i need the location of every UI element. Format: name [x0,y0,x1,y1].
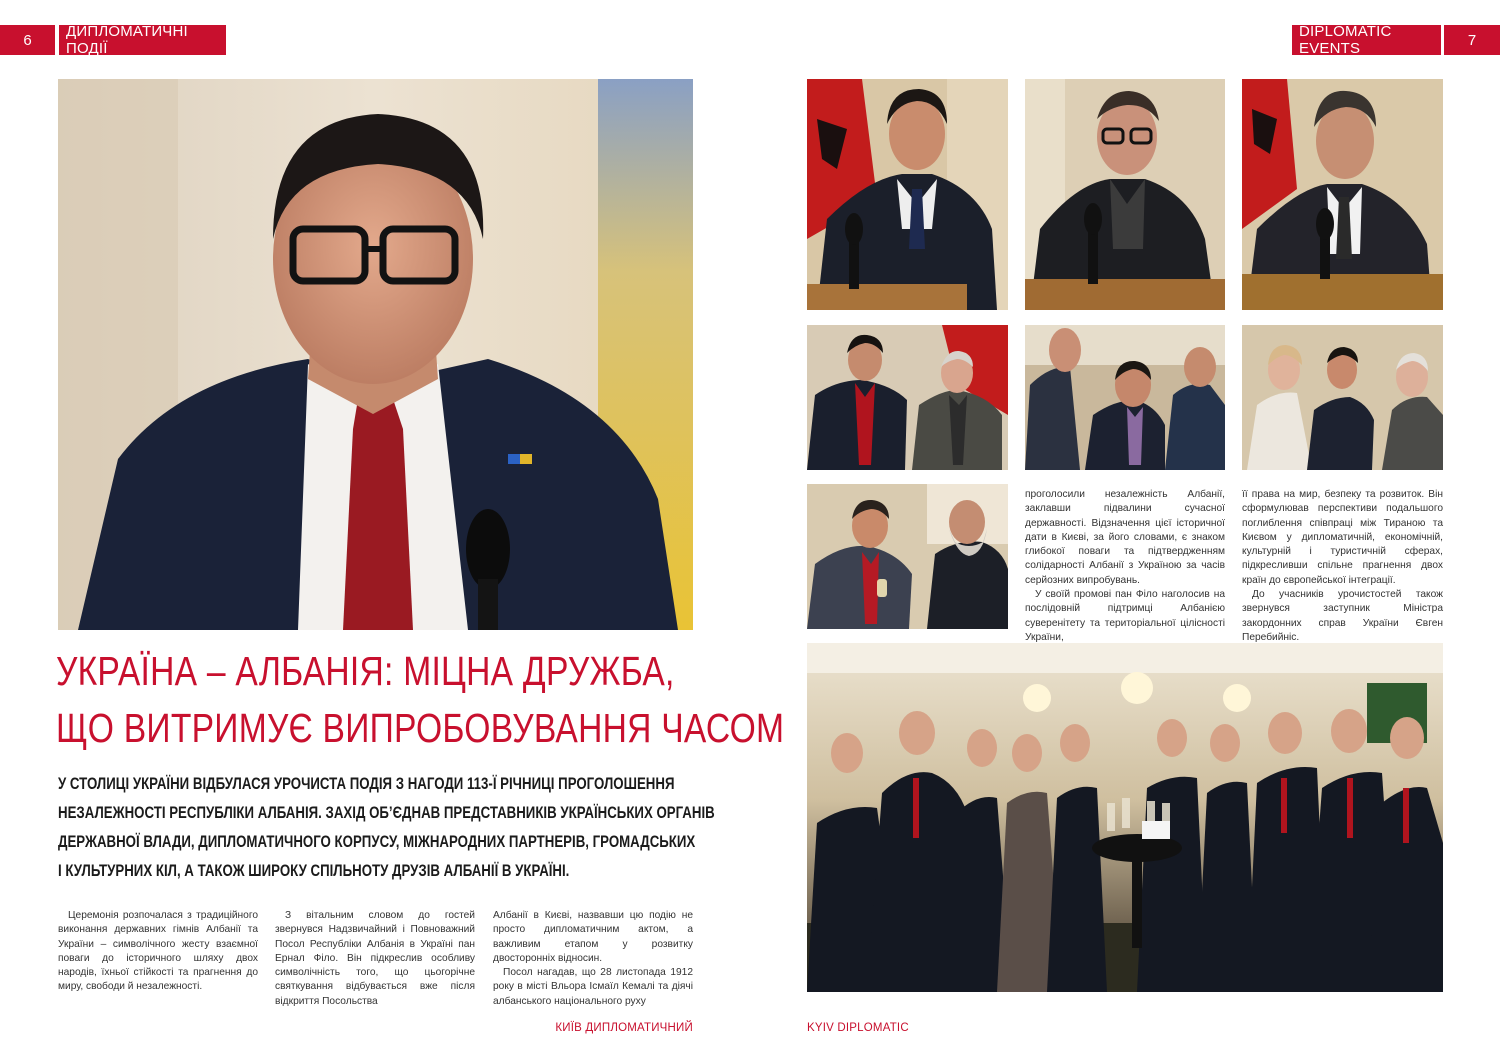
right-body-column-1 [1025,488,1225,643]
body-paragraph: До учасників урочистостей також звернувся заступник Міністра закордонних справ України Євген Перебийніс. [1242,589,1443,643]
body-paragraph: Албанії в Києві, назвавши цю подію не просто дипломатичним актом, а важливим етапом у розвитку двосторонніх відносин. [493,910,693,964]
body-paragraph: її права на мир, безпеку та розвиток. Він сформулював перспективи подальшого поглиблення співпраці між Тираною та Києвом у дипломатичній, економічній, культурній і туристичній сферах, підкресливши спільне прагнення двох країн до європейської інтеграції. [1242,489,1443,586]
lead-line-4: І КУЛЬТУРНИХ КІЛ, А ТАКОЖ ШИРОКУ СПІЛЬНОТУ ДРУЗІВ АЛБАНІЇ В УКРАЇНІ. [58,861,570,880]
speaker-photo-1 [807,79,1008,310]
body-paragraph: проголосили незалежність Албанії, заклавши підвалини сучасної державності. Відзначення цієї історичної дати в Києві, за його словами, є знаком глибокої поваги та підтвердженням солідарності Албанії з Україною за часів серйозних випробувань. [1025,489,1225,586]
body-paragraph: Посол нагадав, що 28 листопада 1912 року в місті Вльора Ісмаїл Кемалі та діячі албанського національного руху [493,967,693,1007]
right-section-label: DIPLOMATIC EVENTS [1292,25,1441,55]
right-footer-magazine-name: KYIV DIPLOMATIC [807,1022,909,1034]
left-footer-magazine-name: КИЇВ ДИПЛОМАТИЧНИЙ [555,1022,693,1034]
lead-line-3: ДЕРЖАВНОЇ ВЛАДИ, ДИПЛОМАТИЧНОГО КОРПУСУ, МІЖНАРОДНИХ ПАРТНЕРІВ, ГРОМАДСЬКИХ [58,832,696,851]
lead-line-2: НЕЗАЛЕЖНОСТІ РЕСПУБЛІКИ АЛБАНІЯ. ЗАХІД ОБ’ЄДНАВ ПРЕДСТАВНИКІВ УКРАЇНСЬКИХ ОРГАНІВ [58,803,715,822]
article-headline-line-2: ЩО ВИТРИМУЄ ВИПРОБОВУВАННЯ ЧАСОМ [56,705,785,751]
left-section-label: ДИПЛОМАТИЧНІ ПОДІЇ [59,25,226,55]
left-body-column-1 [58,909,258,999]
left-body-column-3 [493,909,693,1007]
left-page-number: 6 [0,25,55,55]
lead-line-1: У СТОЛИЦІ УКРАЇНИ ВІДБУЛАСЯ УРОЧИСТА ПОДІЯ З НАГОДИ 113-Ї РІЧНИЦІ ПРОГОЛОШЕННЯ [58,774,675,793]
left-body-column-2 [275,909,475,1007]
body-paragraph: Церемонія розпочалася з традиційного виконання державних гімнів Албанії та України – символічного жесту взаємної поваги до історичного шляху двох народів, їхньої стійкості та прагнення до миру, свободи й незалежності. [58,910,258,993]
speaker-photo-3 [1242,79,1443,310]
guests-photo-2 [1025,325,1225,470]
right-page-number: 7 [1444,25,1500,55]
group-photo [807,643,1443,992]
guests-photo-1 [807,325,1008,470]
ambassador-portrait-photo [58,79,693,630]
article-headline-line-1: УКРАЇНА – АЛБАНІЯ: МІЦНА ДРУЖБА, [56,648,675,694]
guests-photo-4 [807,484,1008,629]
body-paragraph: З вітальним словом до гостей звернувся Надзвичайний і Повноважний Посол Республіки Албанія в Україні пан Ернал Філо. Він підкреслив особливу символічність того, що цьогорічне святкування відбувається вже після відкриття Посольства [275,910,475,1007]
speaker-photo-2 [1025,79,1225,310]
body-paragraph: У своїй промові пан Філо наголосив на послідовній підтримці Албанією суверенітету та територіальної цілісності України, [1025,589,1225,643]
right-body-column-2 [1242,488,1443,643]
guests-photo-3 [1242,325,1443,470]
